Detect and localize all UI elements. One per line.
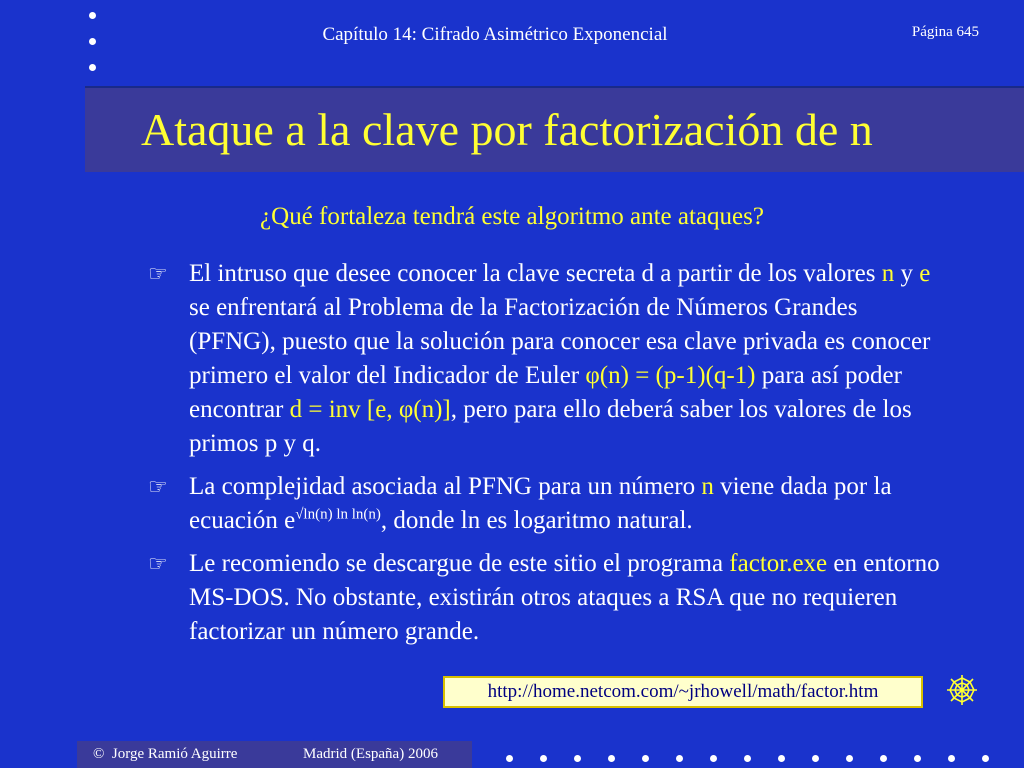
footer-bar <box>77 741 472 768</box>
pointing-hand-icon: ☞ <box>148 474 168 499</box>
equation-exponent: √ln(n) ln ln(n) <box>295 506 381 523</box>
bullet-item-3 <box>148 547 948 649</box>
copyright-symbol: © <box>93 746 105 762</box>
footer-place: Madrid (España) 2006 <box>303 746 438 762</box>
bullet-text: El intruso que desee conocer la clave secreta d a partir de los valores n y e se enfrentará al Problema de la Factorización de Números Grandes (PFNG), puesto que la solución para conocer esa clave privada es conocer primero el valor del Indicador de Euler φ(n) = (p-1)(q-1) para así poder encontrar d = inv [e, φ(n)], pero para ello deberá saber los valores de los primos p y q. <box>189 260 931 457</box>
pointing-hand-icon: ☞ <box>148 261 168 286</box>
bullet-item-1 <box>148 257 948 461</box>
decorative-dots-bottom <box>506 755 1016 762</box>
pointing-hand-icon: ☞ <box>148 551 168 576</box>
bullet-text: Le recomiendo se descargue de este sitio el programa factor.exe en entorno MS-DOS. No obstante, existirán otros ataques a RSA que no requieren factorizar un número grande. <box>189 550 940 645</box>
bullet-list <box>148 257 948 658</box>
slide-title: Ataque a la clave por factorización de n <box>141 104 873 155</box>
footer-author: © Jorge Ramió Aguirre <box>93 746 238 762</box>
bullet-text: La complejidad asociada al PFNG para un número n viene dada por la ecuación $e^{√ln(n) ln ln(n)}$, donde ln es logaritmo natural. <box>189 473 892 534</box>
title-bar <box>85 86 1024 172</box>
bullet-item-2 <box>148 470 948 538</box>
spider-web-icon[interactable] <box>944 672 980 708</box>
chapter-header: Capítulo 14: Cifrado Asimétrico Exponencial <box>322 24 668 45</box>
url-link[interactable]: http://home.netcom.com/~jrhowell/math/factor.htm <box>443 676 923 708</box>
page-number: Página 645 <box>911 24 979 40</box>
slide-subtitle: ¿Qué fortaleza tendrá este algoritmo ante ataques? <box>260 203 764 230</box>
